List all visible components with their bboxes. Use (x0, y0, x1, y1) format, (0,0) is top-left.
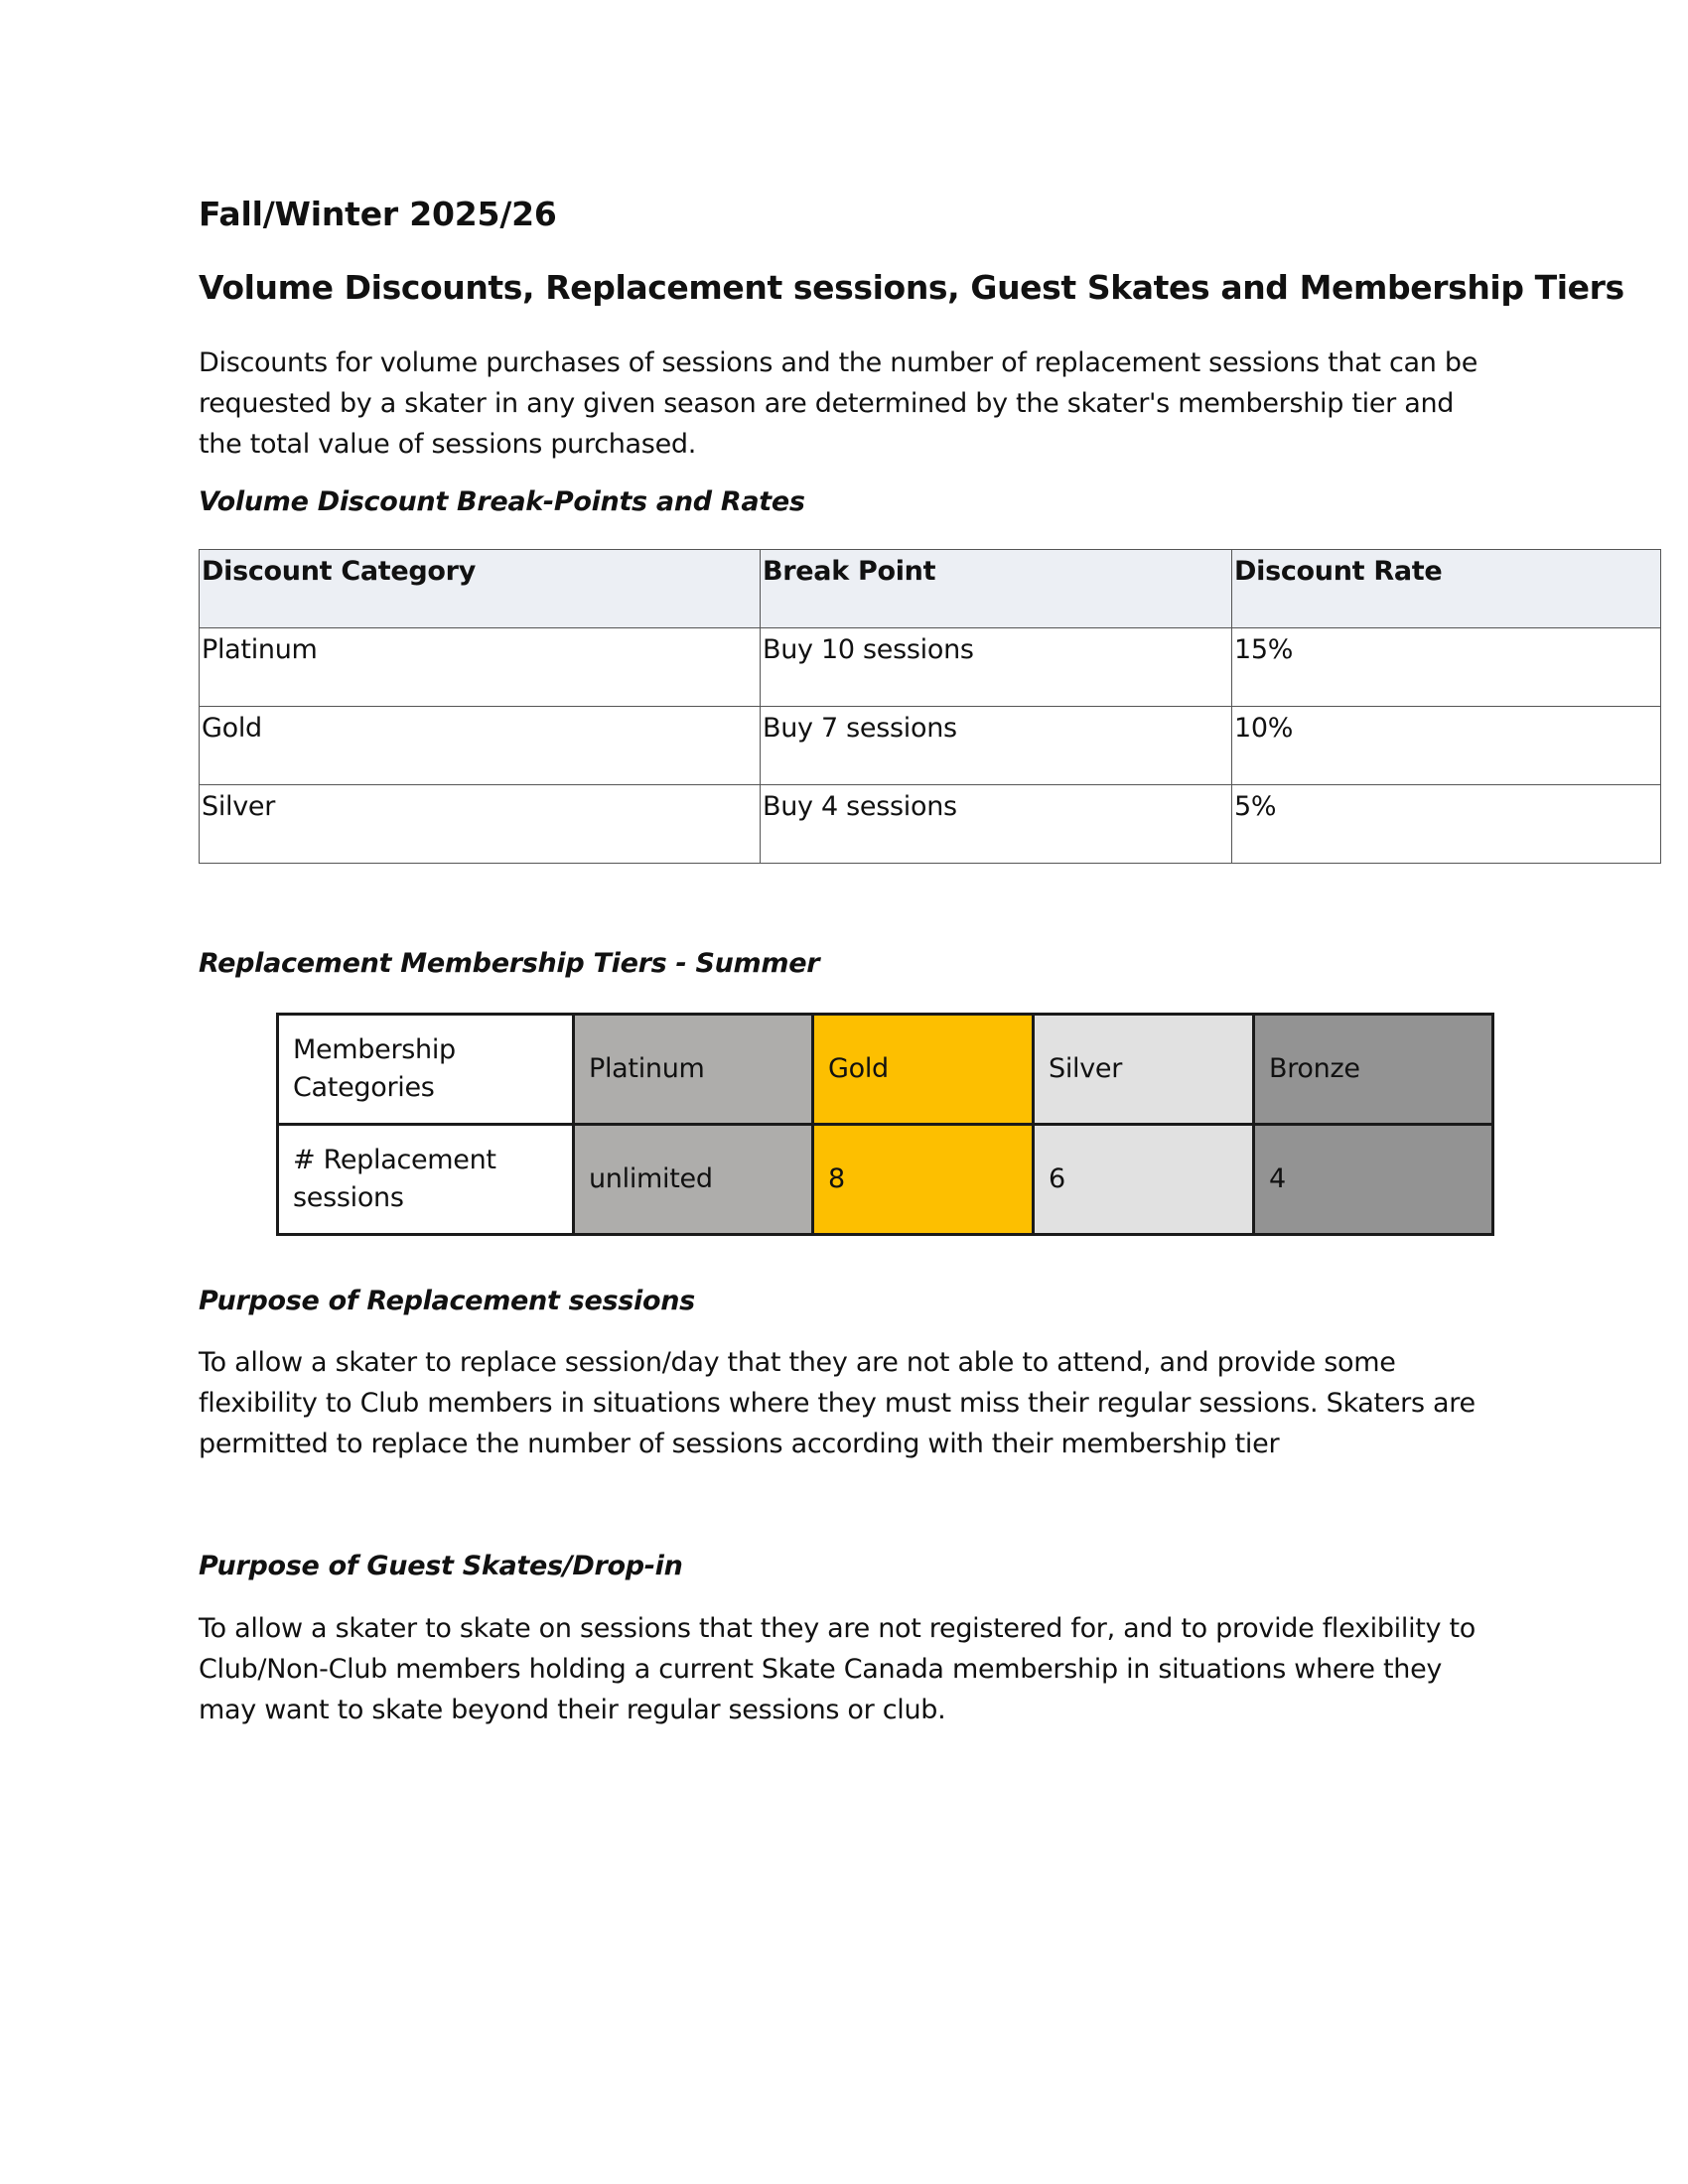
break-point-cell: Buy 10 sessions (761, 628, 1232, 707)
page-subtitle: Volume Discounts, Replacement sessions, Guest Skates and Membership Tiers (199, 268, 1624, 307)
table-row (200, 628, 1661, 707)
platinum-replacement-count: unlimited (574, 1125, 813, 1235)
discount-rate-cell: 5% (1232, 785, 1661, 864)
discount-category-cell: Platinum (200, 628, 761, 707)
table-row (278, 1125, 1493, 1235)
column-header-break-point: Break Point (761, 550, 1232, 628)
discount-rate-cell: 10% (1232, 707, 1661, 785)
discount-category-cell: Gold (200, 707, 761, 785)
page-title: Fall/Winter 2025/26 (199, 195, 557, 233)
discount-rate-cell: 15% (1232, 628, 1661, 707)
purpose-replacement-text: To allow a skater to replace session/day that they are not able to attend, and provide some flexibility to Club members in situations where they must miss their regular sessions. Skaters are permitted to replace the number of sessions according with their membership tier (199, 1347, 1476, 1459)
table-row (278, 1015, 1493, 1125)
replacement-tiers-table (276, 1013, 1494, 1236)
discount-category-cell: Silver (200, 785, 761, 864)
intro-paragraph: Discounts for volume purchases of sessions and the number of replacement sessions that can be requested by a skater in any given season are determined by the skater's membership tier and the total value of sessions purchased. (199, 347, 1478, 460)
purpose-replacement-heading: Purpose of Replacement sessions (199, 1286, 695, 1316)
bronze-replacement-count: 4 (1254, 1125, 1493, 1235)
silver-replacement-count: 6 (1034, 1125, 1254, 1235)
purpose-guest-text: To allow a skater to skate on sessions that they are not registered for, and to provide flexibility to Club/Non-Club members holding a current Skate Canada membership in situations where they may want to skate beyond their regular sessions or club. (199, 1613, 1477, 1725)
table-row (200, 707, 1661, 785)
volume-table-header-row (200, 550, 1661, 628)
break-point-cell: Buy 4 sessions (761, 785, 1232, 864)
tier-bronze: Bronze (1254, 1015, 1493, 1125)
table-row (200, 785, 1661, 864)
column-header-discount-category: Discount Category (200, 550, 761, 628)
tier-silver: Silver (1034, 1015, 1254, 1125)
membership-categories-label: Membership Categories (278, 1015, 574, 1125)
tier-platinum: Platinum (574, 1015, 813, 1125)
column-header-discount-rate: Discount Rate (1232, 550, 1661, 628)
replacement-sessions-label: # Replacement sessions (278, 1125, 574, 1235)
volume-discount-heading: Volume Discount Break-Points and Rates (199, 486, 805, 517)
gold-replacement-count: 8 (813, 1125, 1034, 1235)
break-point-cell: Buy 7 sessions (761, 707, 1232, 785)
purpose-guest-heading: Purpose of Guest Skates/Drop-in (199, 1551, 683, 1581)
volume-discount-table (199, 549, 1661, 864)
replacement-tiers-heading: Replacement Membership Tiers - Summer (199, 948, 820, 979)
tier-gold: Gold (813, 1015, 1034, 1125)
